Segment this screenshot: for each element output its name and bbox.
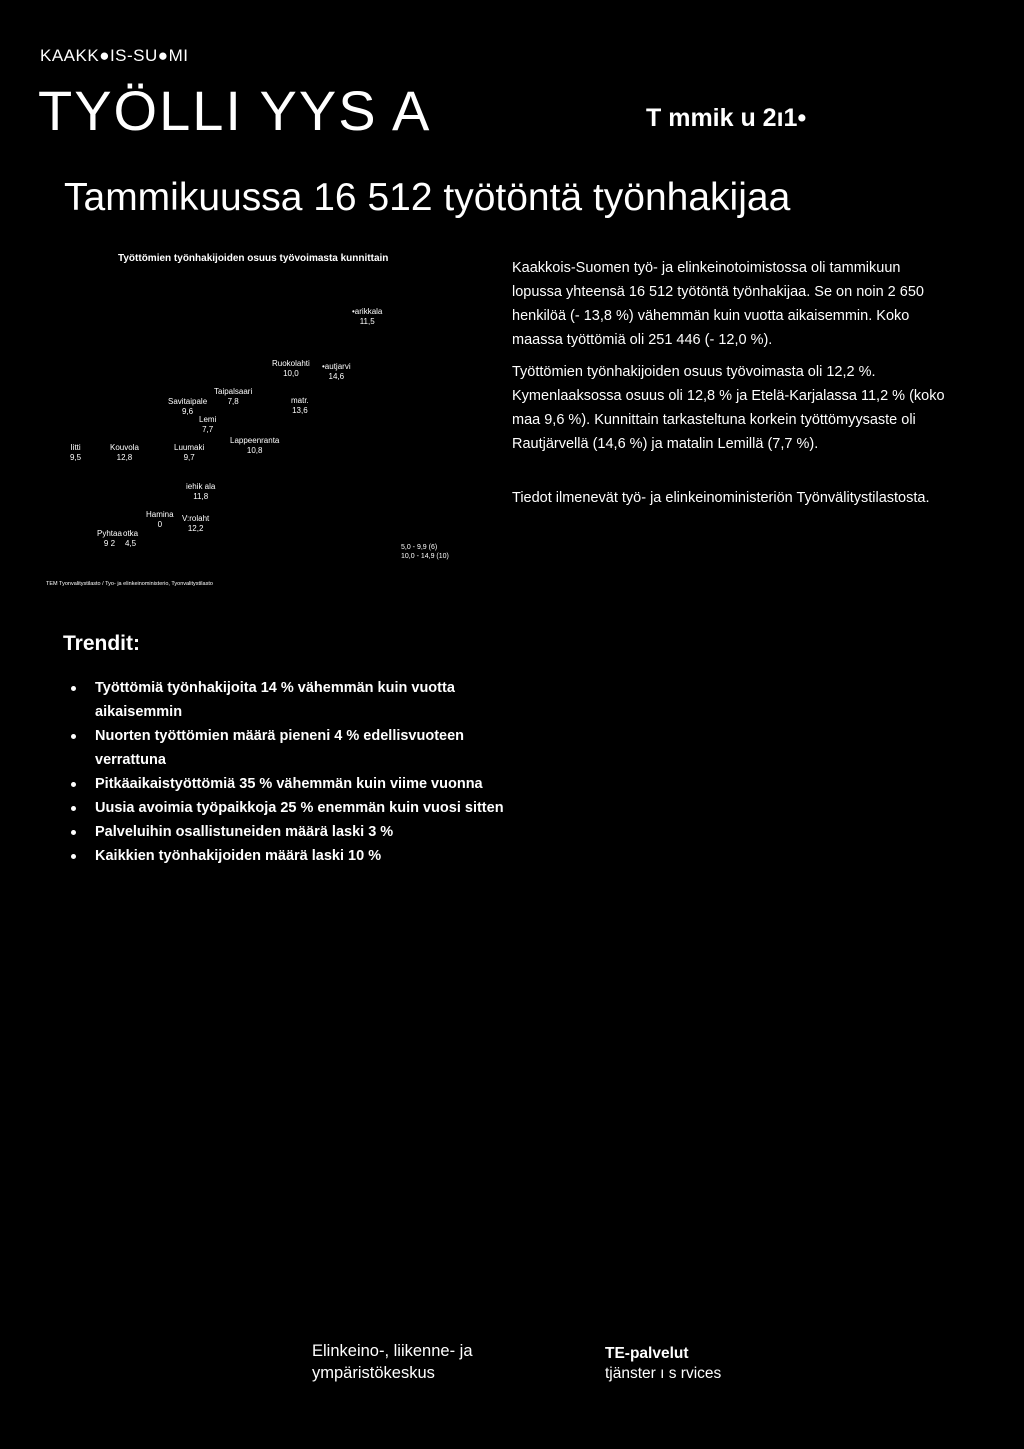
map-label-hamina: Hamina 0: [146, 510, 174, 529]
bullet-icon: [71, 854, 76, 859]
te-services-logo: TE-palvelut tjänster ı s rvices: [605, 1345, 722, 1382]
trends-list: [65, 676, 505, 868]
map-label-ruokolahti: Ruokolahti 10,0: [272, 359, 310, 378]
map-label-virolahti: V:rolaht 12,2: [182, 514, 210, 533]
map-label-rautjarvi: •autjarvi 14,6: [322, 362, 351, 381]
list-item: Pitkäaikaistyöttömiä 35 % vähemmän kuin viime vuonna: [65, 772, 505, 796]
issue-date: T mmik u 2ı1•: [646, 104, 807, 132]
list-item: Työttömiä työnhakijoita 14 % vähemmän kuin vuotta aikaisemmin: [65, 676, 505, 724]
list-item: Nuorten työttömien määrä pieneni 4 % edellisvuoteen verrattuna: [65, 724, 505, 772]
map-legend-item: 10,0 - 14,9 (10): [401, 553, 449, 560]
map-label-lemi: Lemi 7,7: [199, 415, 217, 434]
bullet-icon: [71, 830, 76, 835]
headline: Tammikuussa 16 512 työtöntä työnhakijaa: [64, 176, 791, 219]
list-item: Kaikkien työnhakijoiden määrä laski 10 %: [65, 844, 505, 868]
map-label-kotka: otka 4,5: [123, 529, 139, 548]
map-label-imatra: matr. 13,6: [291, 396, 309, 415]
map-label-iitti: Iitti 9,5: [70, 443, 82, 462]
list-item: Palveluihin osallistuneiden määrä laski 3 %: [65, 820, 505, 844]
map-label-luumaki: Luumaki 9,7: [174, 443, 205, 462]
map-label-miehikkala: iehik ala 11,8: [186, 482, 216, 501]
page-title: TYÖLLI YYS A: [38, 79, 432, 142]
source-paragraph: Tiedot ilmenevät työ- ja elinkeinoministeriön Työnvälitystilastosta.: [512, 490, 930, 506]
region-label: KAAKK●IS-SU●MI: [40, 46, 189, 65]
bullet-icon: [71, 686, 76, 691]
map-label-pyhtaa: Pyhtaa 9 2: [97, 529, 122, 548]
list-item: Uusia avoimia työpaikkoja 25 % enemmän kuin vuosi sitten: [65, 796, 505, 820]
map-label-lappeenranta: Lappeenranta 10,8: [230, 436, 280, 455]
map-label-taipalsaari: Taipalsaari 7,8: [214, 387, 253, 406]
map-legend-item: 5,0 - 9,9 (6): [401, 544, 438, 551]
unemployment-rate-paragraph: Työttömien työnhakijoiden osuus työvoimasta oli 12,2 %. Kymenlaaksossa osuus oli 12,8 % ja Etelä-Karjalassa 11,2 % (koko maa 9,6 %). Kunnittain tarkasteltuna korkein työttömyysaste oli Rautjärvellä (14,6 %) ja matalin Lemillä (7,7 %).: [512, 364, 945, 452]
bullet-icon: [71, 806, 76, 811]
bullet-icon: [71, 782, 76, 787]
trends-title: Trendit:: [63, 632, 140, 655]
map-label-parikkala: •arikkala 11,5: [352, 307, 383, 326]
ely-centre-logo: Elinkeino-, liikenne- ja ympäristökeskus: [312, 1342, 473, 1382]
bullet-icon: [71, 734, 76, 739]
map-label-kouvola: Kouvola 12,8: [110, 443, 139, 462]
summary-paragraph: Kaakkois-Suomen työ- ja elinkeinotoimistossa oli tammikuun lopussa yhteensä 16 512 työtöntä työnhakijaa. Se on noin 2 650 henkilöä (- 13,8 %) vähemmän kuin vuotta aikaisemmin. Koko maassa työttömiä oli 251 446 (- 12,0 %).: [512, 260, 924, 348]
map-label-savitaipale: Savitaipale 9,6: [168, 397, 208, 416]
map-source: TEM Tyonvalitystilasto / Tyo- ja elinkeinoministerio, Tyonvalitystilasto: [46, 581, 213, 587]
map-caption: Työttömien työnhakijoiden osuus työvoimasta kunnittain: [118, 253, 389, 264]
